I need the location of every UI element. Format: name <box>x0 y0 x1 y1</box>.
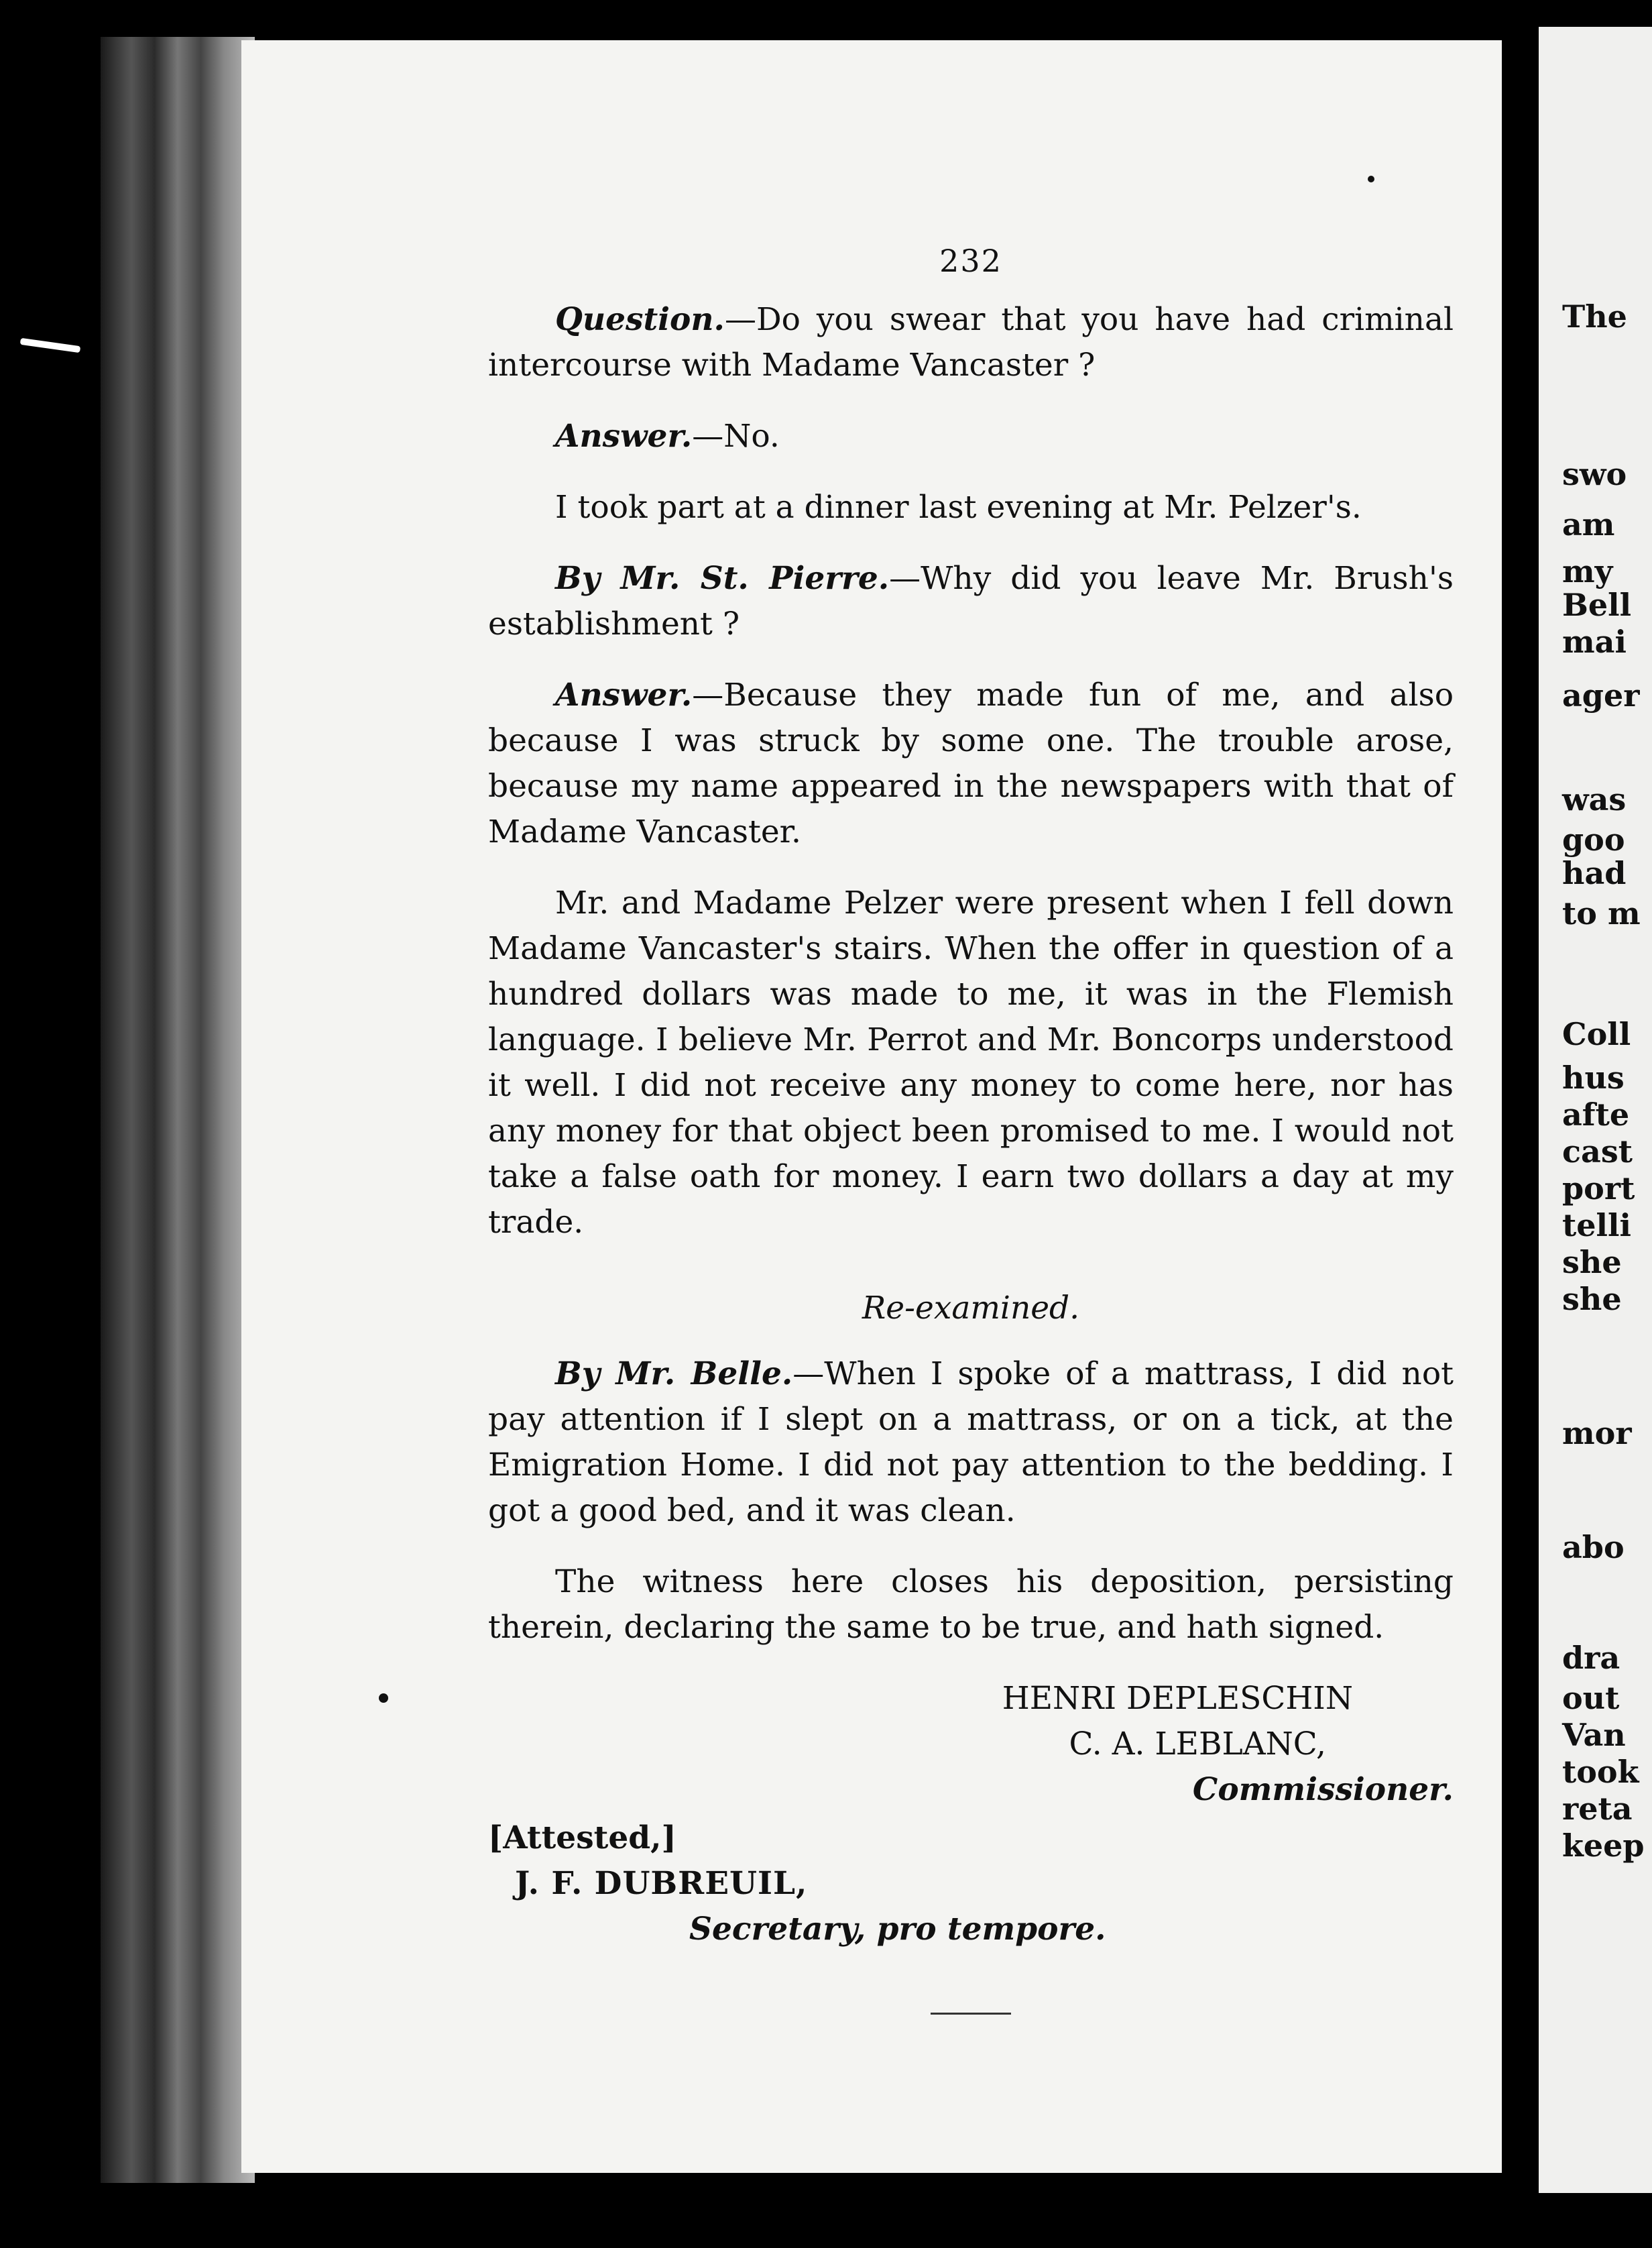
attested-label: [Attested,] <box>488 1819 676 1856</box>
secretary-name: J. F. DUBREUIL, <box>515 1865 808 1902</box>
deposition-body <box>488 297 1454 1245</box>
book-spine <box>101 37 255 2183</box>
reexamined-heading: Re-examined. <box>862 1290 1080 1327</box>
right-page-fragment: afte <box>1562 1097 1630 1133</box>
speck <box>379 1693 388 1703</box>
paragraph <box>488 673 1454 855</box>
speaker-label: By Mr. Belle. <box>555 1355 793 1392</box>
right-page-fragment: telli <box>1562 1207 1631 1243</box>
right-page-fragment: swo <box>1562 456 1627 492</box>
speaker-label: Answer. <box>555 677 693 714</box>
commissioner-name: C. A. LEBLANC, <box>1069 1726 1326 1762</box>
right-page-fragment: goo <box>1562 822 1625 858</box>
right-page-fragment: Coll <box>1562 1016 1631 1052</box>
right-page-fragment: reta <box>1562 1791 1633 1827</box>
right-page-fragment: had <box>1562 855 1627 891</box>
right-page-fragment: port <box>1562 1170 1635 1206</box>
paragraph <box>488 556 1454 647</box>
paragraph-text: I took part at a dinner last evening at Mr. Pelzer's. <box>555 489 1362 526</box>
paragraph-text: —Do you swear that you have had criminal intercourse with Madame Vancaster ? <box>488 301 1454 384</box>
right-page-fragment: Van <box>1562 1717 1626 1753</box>
margin-mark <box>20 338 81 353</box>
speaker-label: By Mr. St. Pierre. <box>555 560 890 597</box>
paragraph <box>488 1351 1454 1534</box>
right-page-fragment: Bell <box>1562 587 1632 623</box>
commissioner-title: Commissioner. <box>1192 1771 1454 1808</box>
right-page-fragment: cast <box>1562 1133 1633 1170</box>
paragraph <box>488 297 1454 388</box>
paragraph-text: —Why did you leave Mr. Brush's establishment ? <box>488 560 1454 642</box>
right-page-fragment: she <box>1562 1244 1622 1280</box>
reexamined-body <box>488 1351 1454 1650</box>
paragraph-text: —Because they made fun of me, and also because I was struck by some one. The trouble arose, because my name appeared in the newspapers with that of Madame Vancaster. <box>488 677 1454 850</box>
right-page-fragment: was <box>1562 781 1627 818</box>
witness-signature: HENRI DEPLESCHIN <box>1002 1680 1353 1717</box>
paragraph <box>488 414 1454 459</box>
right-page-fragment: keep <box>1562 1828 1645 1864</box>
paragraph <box>488 881 1454 1245</box>
right-page-fragment: dra <box>1562 1640 1620 1676</box>
paragraph-text: Mr. and Madame Pelzer were present when I fell down Madame Vancaster's stairs. When the offer in question of a hundred dollars was made to me, it was in the Flemish language. I believe Mr. Perrot and Mr. Boncorps understood it well. I did not receive any money to come here, nor has any money for that object been promised to me. I would not take a false oath for money. I earn two dollars a day at my trade. <box>488 885 1454 1241</box>
secretary-title: Secretary, pro tempore. <box>689 1911 1106 1948</box>
right-page-fragment: mor <box>1562 1415 1632 1451</box>
page-number: 232 <box>939 243 1002 279</box>
page-content <box>488 238 1454 2015</box>
right-page-fragment: she <box>1562 1281 1622 1317</box>
paragraph <box>488 1559 1454 1650</box>
right-page-fragment: hus <box>1562 1060 1625 1096</box>
right-page-fragment: am <box>1562 506 1615 543</box>
speaker-label: Question. <box>555 301 725 338</box>
right-page-fragment: abo <box>1562 1529 1625 1565</box>
right-page-fragment: mai <box>1562 624 1627 660</box>
right-page-fragment: to m <box>1562 895 1641 932</box>
paragraph-text: —No. <box>692 418 780 455</box>
speck <box>1368 176 1374 182</box>
end-rule <box>931 2013 1011 2015</box>
paragraph <box>488 485 1454 530</box>
signature-block <box>488 1676 1454 2015</box>
paragraph-text: —When I spoke of a mattrass, I did not pay attention if I slept on a mattrass, or on a tick, at the Emigration Home. I did not pay attention to the bedding. I got a good bed, and it was clean. <box>488 1355 1454 1529</box>
right-page-fragment: out <box>1562 1680 1620 1716</box>
right-page-fragment: ager <box>1562 677 1640 714</box>
speaker-label: Answer. <box>555 418 693 455</box>
right-page-fragment: took <box>1562 1754 1639 1790</box>
right-page-fragment: The <box>1562 298 1627 335</box>
paragraph-text: The witness here closes his deposition, persisting therein, declaring the same to be true, and hath signed. <box>488 1563 1454 1646</box>
right-page-fragment: my <box>1562 553 1613 589</box>
